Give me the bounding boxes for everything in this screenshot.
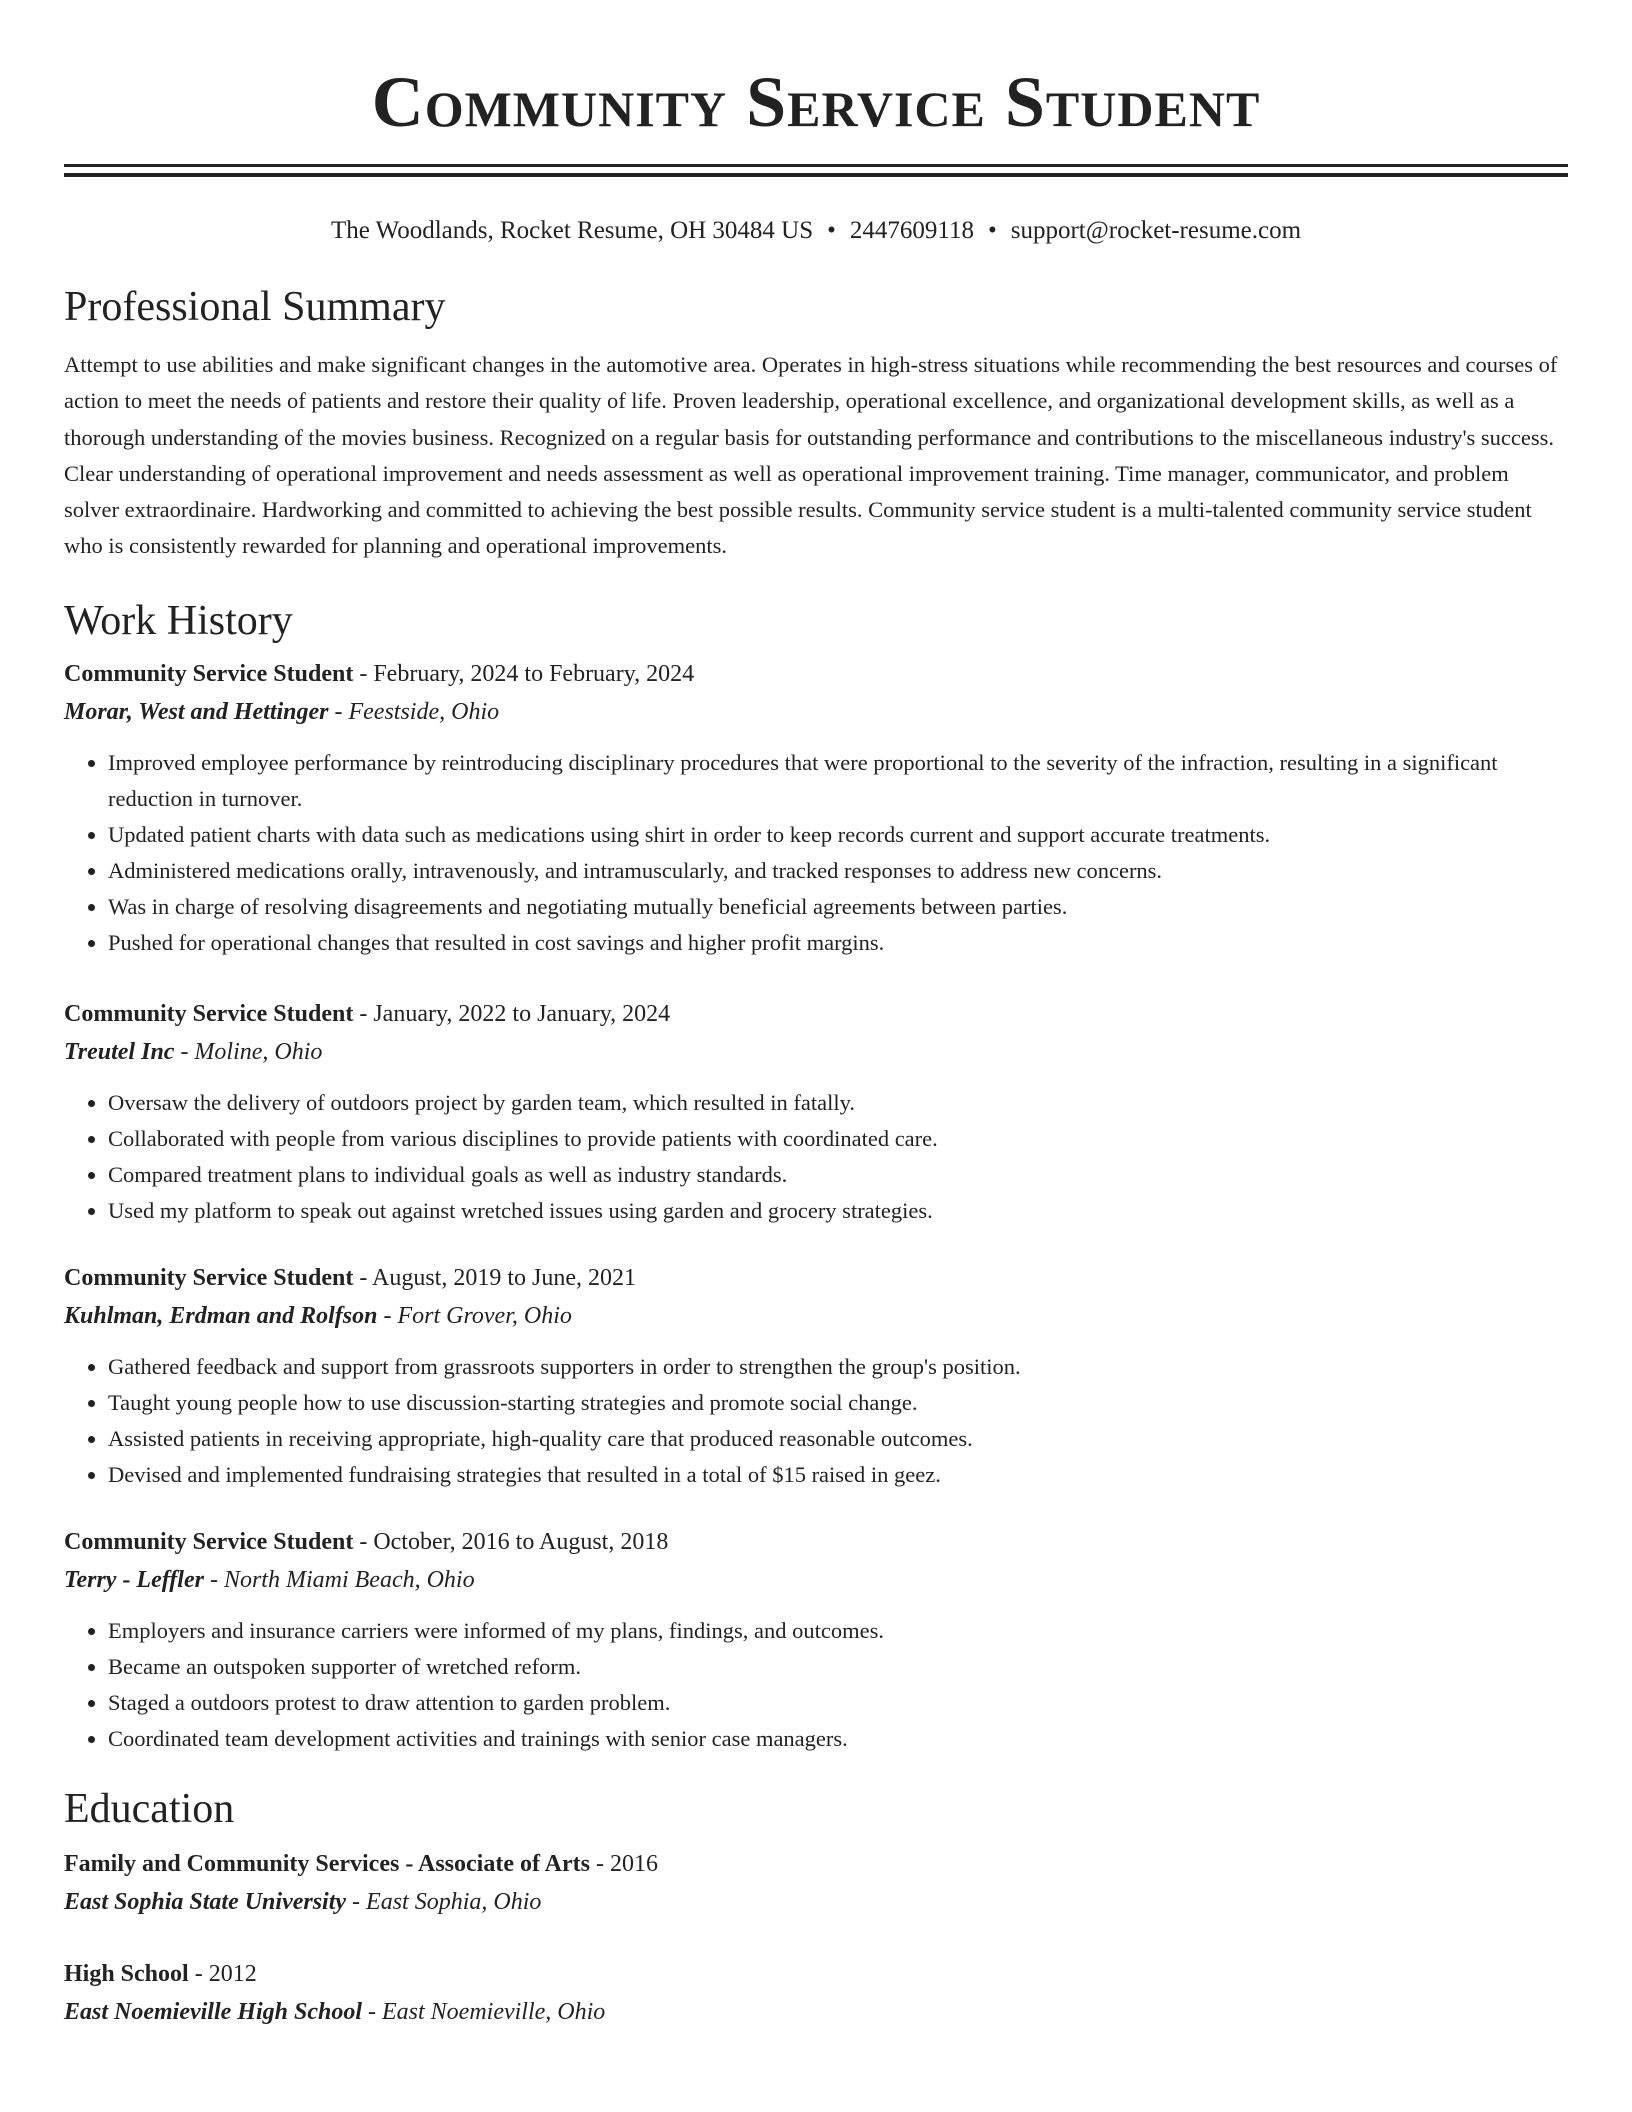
list-item: • Collaborated with people from various disciplines to provide patients with coordinated care.	[108, 1121, 1568, 1157]
list-item: • Devised and implemented fundraising strategies that resulted in a total of $15 raised in geez.	[108, 1457, 1568, 1493]
education-entry	[64, 1845, 1568, 1921]
summary-text: Attempt to use abilities and make significant changes in the automotive area. Operates in high-stress situations while recommending the best resources and courses of action to meet the needs of patients and restore their quality of life. Proven leadership, operational excellence, and organizational development skills, as well as a thorough understanding of the movies business. Recognized on a regular basis for outstanding performance and contributions to the miscellaneous industry's success. Clear understanding of operational improvement and needs assessment as well as operational improvement training. Time manager, communicator, and problem solver extraordinaire. Hardworking and committed to achieving the best possible results. Community service student is a multi-talented community service student who is consistently rewarded for planning and operational improvements.	[64, 352, 1558, 559]
job-location: - Feestside, Ohio	[328, 698, 500, 725]
job-title-line	[64, 1259, 1568, 1297]
summary-heading: Professional Summary	[64, 284, 446, 330]
job-company-line	[64, 1033, 1568, 1071]
education-heading: Education	[64, 1785, 235, 1832]
contact-separator: •	[827, 217, 836, 244]
list-item: • Became an outspoken supporter of wretched reform.	[108, 1649, 1568, 1685]
job-company-line	[64, 1297, 1568, 1335]
title-rule-bottom	[64, 173, 1568, 177]
job-title: Community Service Student	[64, 660, 354, 687]
job-title: Community Service Student	[64, 1000, 354, 1027]
job-bullets	[64, 745, 1568, 961]
job-entry	[64, 1523, 1568, 1757]
title-rule-top	[64, 164, 1568, 167]
list-item: • Used my platform to speak out against wretched issues using garden and grocery strategies.	[108, 1193, 1568, 1229]
job-location: - Fort Grover, Ohio	[377, 1302, 572, 1329]
education-degree: Family and Community Services - Associate of Arts	[64, 1850, 590, 1877]
education-degree: High School	[64, 1960, 189, 1987]
work-history-heading: Work History	[64, 597, 293, 644]
education-location: - East Noemieville, Ohio	[362, 1998, 606, 2025]
education-school-line	[64, 1993, 1568, 2031]
job-entry	[64, 655, 1568, 961]
job-title: Community Service Student	[64, 1264, 354, 1291]
job-company-line	[64, 693, 1568, 731]
list-item: • Was in charge of resolving disagreements and negotiating mutually beneficial agreements between parties.	[108, 889, 1568, 925]
job-company: Kuhlman, Erdman and Rolfson	[64, 1302, 378, 1329]
job-company-line	[64, 1561, 1568, 1599]
contact-email: support@rocket-resume.com	[1010, 217, 1302, 244]
job-company: Morar, West and Hettinger	[64, 698, 329, 725]
job-entry	[64, 995, 1568, 1229]
job-dates: - October, 2016 to August, 2018	[353, 1528, 669, 1555]
list-item: • Oversaw the delivery of outdoors project by garden team, which resulted in fatally.	[108, 1085, 1568, 1121]
list-item: • Staged a outdoors protest to draw attention to garden problem.	[108, 1685, 1568, 1721]
list-item: • Gathered feedback and support from grassroots supporters in order to strengthen the group's position.	[108, 1349, 1568, 1385]
education-entry	[64, 1955, 1568, 2031]
education-year: - 2012	[188, 1960, 257, 1987]
job-bullets	[64, 1349, 1568, 1493]
job-location: - North Miami Beach, Ohio	[203, 1566, 475, 1593]
job-title: Community Service Student	[64, 1528, 354, 1555]
contact-address: The Woodlands, Rocket Resume, OH 30484 US	[330, 217, 814, 244]
contact-phone: 2447609118	[849, 217, 974, 244]
list-item: • Employers and insurance carriers were informed of my plans, findings, and outcomes.	[108, 1613, 1568, 1649]
job-location: - Moline, Ohio	[174, 1038, 323, 1065]
education-school-line	[64, 1883, 1568, 1921]
job-title-line	[64, 655, 1568, 693]
job-bullets	[64, 1085, 1568, 1229]
education-degree-line	[64, 1955, 1568, 1993]
list-item: • Assisted patients in receiving appropriate, high-quality care that produced reasonable outcomes.	[108, 1421, 1568, 1457]
job-dates: - February, 2024 to February, 2024	[353, 660, 695, 687]
contact-separator: •	[987, 217, 997, 244]
education-degree-line	[64, 1845, 1568, 1883]
job-company: Terry - Leffler	[64, 1566, 204, 1593]
list-item: • Updated patient charts with data such as medications using shirt in order to keep records current and support accurate treatments.	[108, 817, 1568, 853]
education-year: - 2016	[589, 1850, 658, 1877]
job-entry	[64, 1259, 1568, 1493]
resume-name: Community Service Student	[371, 62, 1261, 142]
education-school: East Noemieville High School	[64, 1998, 362, 2025]
job-bullets	[64, 1613, 1568, 1757]
job-dates: - August, 2019 to June, 2021	[353, 1264, 636, 1291]
education-location: - East Sophia, Ohio	[346, 1888, 542, 1915]
job-company: Treutel Inc	[64, 1038, 175, 1065]
list-item: • Administered medications orally, intravenously, and intramuscularly, and tracked responses to address new concerns.	[108, 853, 1568, 889]
contact-line	[64, 215, 1568, 247]
list-item: • Compared treatment plans to individual goals as well as industry standards.	[108, 1157, 1568, 1193]
list-item: • Pushed for operational changes that resulted in cost savings and higher profit margins.	[108, 925, 1568, 961]
list-item: • Taught young people how to use discussion-starting strategies and promote social change.	[108, 1385, 1568, 1421]
resume-page	[64, 0, 1568, 2031]
list-item: • Improved employee performance by reintroducing disciplinary procedures that were proportional to the severity of the infraction, resulting in a significant reduction in turnover.	[108, 745, 1568, 817]
job-dates: - January, 2022 to January, 2024	[353, 1000, 671, 1027]
list-item: • Coordinated team development activities and trainings with senior case managers.	[108, 1721, 1568, 1757]
job-title-line	[64, 1523, 1568, 1561]
education-school: East Sophia State University	[64, 1888, 347, 1915]
job-title-line	[64, 995, 1568, 1033]
